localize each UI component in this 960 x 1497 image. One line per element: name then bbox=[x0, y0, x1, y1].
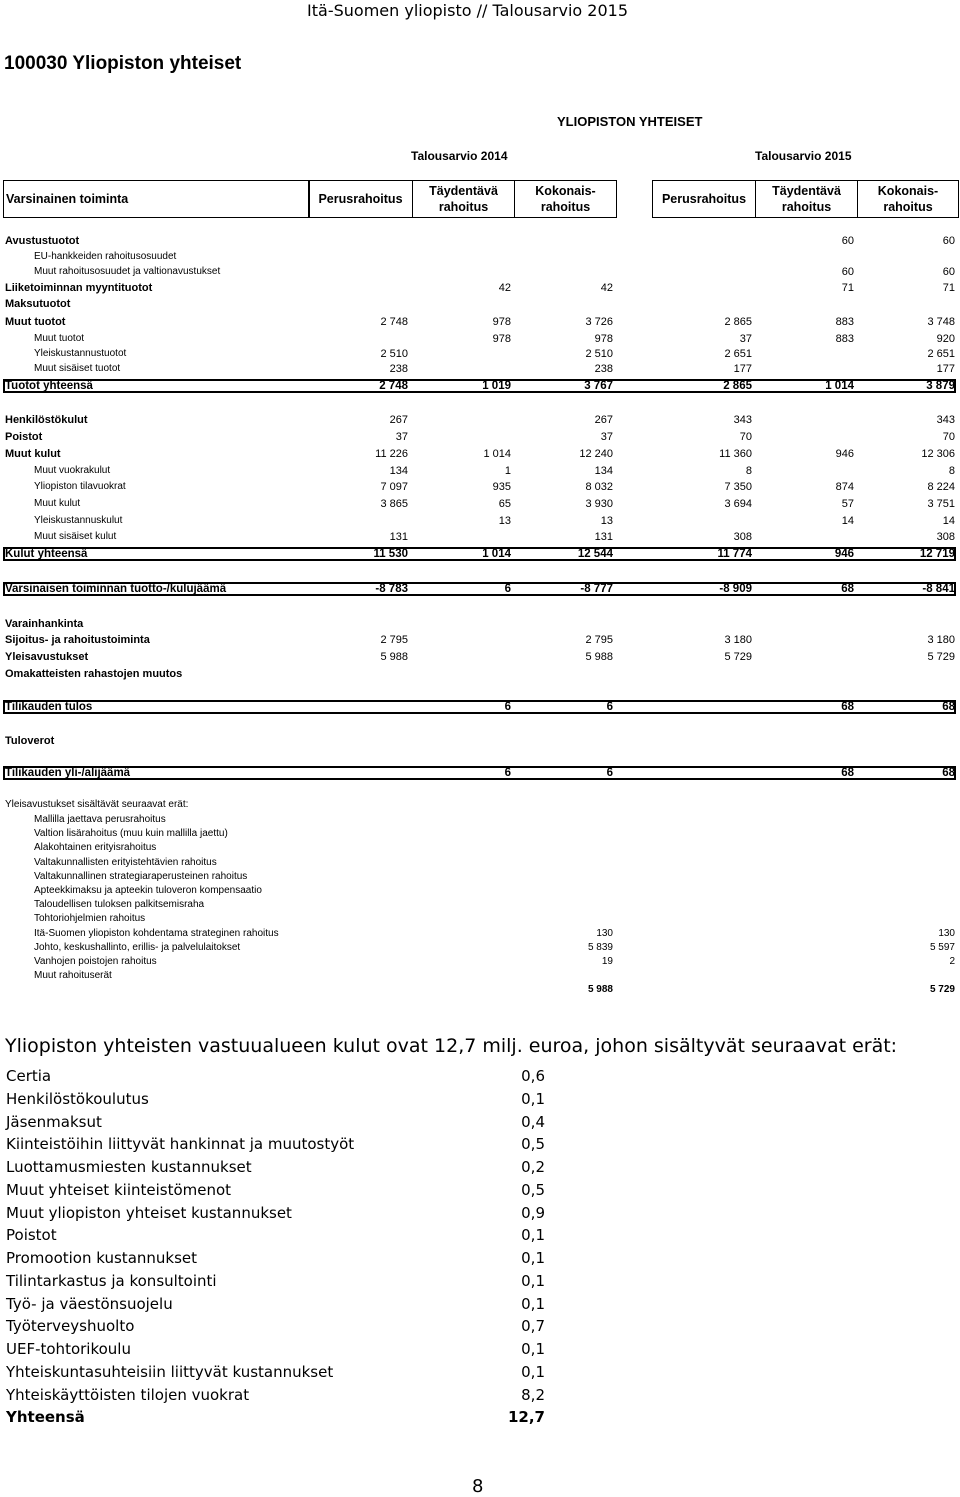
kokonais-2014-line2: rahoitus bbox=[540, 200, 591, 214]
row-value: 2 748 bbox=[380, 316, 408, 328]
row-value: 946 bbox=[834, 548, 854, 560]
row-value: 3 930 bbox=[585, 498, 613, 510]
row-label: EU-hankkeiden rahoitusosuudet bbox=[34, 251, 177, 262]
row-value: 134 bbox=[594, 465, 613, 477]
row-value: 134 bbox=[389, 465, 408, 477]
row-value: 5 988 bbox=[380, 651, 408, 663]
row-value: 1 014 bbox=[483, 448, 511, 460]
row-value: 11 226 bbox=[375, 448, 408, 460]
row-value: 2 510 bbox=[380, 348, 408, 360]
cost-item-value: 0,1 bbox=[521, 1294, 545, 1313]
cost-item-value: 0,1 bbox=[521, 1271, 545, 1290]
running-title: Itä-Suomen yliopisto // Talousarvio 2015 bbox=[307, 1, 628, 20]
row-value: 11 774 bbox=[717, 548, 752, 560]
notes-value-2014: 19 bbox=[601, 956, 613, 967]
row-label: Muut tuotot bbox=[5, 316, 66, 328]
row-value: 60 bbox=[942, 235, 955, 247]
row-value: 3 767 bbox=[584, 380, 613, 392]
bottom-intro: Yliopiston yhteisten vastuualueen kulut ovat 12,7 milj. euroa, johon sisältyvät seuraavat erät: bbox=[5, 1035, 898, 1057]
row-value: 920 bbox=[936, 333, 955, 345]
row-label: Sijoitus- ja rahoitustoiminta bbox=[5, 634, 150, 646]
year-2014-header: Talousarvio 2014 bbox=[411, 149, 508, 163]
row-value: 3 180 bbox=[927, 634, 955, 646]
row-value: -8 841 bbox=[922, 583, 955, 595]
cost-item-label: Certia bbox=[6, 1067, 52, 1085]
row-value: 42 bbox=[498, 282, 511, 294]
row-value: 343 bbox=[733, 414, 752, 426]
row-label: Yleisavustukset bbox=[5, 651, 89, 663]
notes-item: Alakohtainen erityisrahoitus bbox=[34, 842, 157, 854]
row-label: Varainhankinta bbox=[5, 618, 84, 630]
cost-item-value: 8,2 bbox=[521, 1385, 545, 1404]
row-value: 11 530 bbox=[373, 548, 408, 560]
row-label: Tilikauden tulos bbox=[5, 701, 93, 713]
row-label: Muut kulut bbox=[34, 498, 81, 509]
row-value: 68 bbox=[841, 583, 854, 595]
row-value: 3 726 bbox=[585, 316, 613, 328]
row-value: 935 bbox=[492, 481, 511, 493]
row-label: Tuotot yhteensä bbox=[5, 380, 93, 392]
row-label: Yliopiston tilavuokrat bbox=[34, 481, 126, 492]
cost-item-label: Työ- ja väestönsuojelu bbox=[6, 1294, 173, 1313]
cost-item-label: Kiinteistöihin liittyvät hankinnat ja muutostyöt bbox=[6, 1135, 355, 1154]
cost-item-value: 0,1 bbox=[521, 1362, 545, 1381]
cost-item-value: 0,5 bbox=[521, 1135, 545, 1154]
notes-item: Tohtoriohjelmien rahoitus bbox=[34, 913, 146, 925]
row-value: 238 bbox=[389, 363, 408, 375]
notes-value-2015: 130 bbox=[938, 927, 955, 939]
row-value: 13 bbox=[600, 515, 613, 527]
notes-total-2014: 5 988 bbox=[587, 984, 613, 995]
row-value: 8 bbox=[948, 465, 955, 477]
cost-item-value: 0,7 bbox=[521, 1317, 545, 1336]
row-value: 8 032 bbox=[585, 481, 613, 493]
row-value: 177 bbox=[733, 363, 752, 375]
notes-total-2015: 5 729 bbox=[929, 984, 955, 995]
notes-item: Taloudellisen tuloksen palkitsemisraha bbox=[34, 899, 205, 911]
row-value: 2 865 bbox=[724, 316, 752, 328]
row-value: 1 019 bbox=[482, 380, 511, 392]
row-value: 267 bbox=[389, 414, 408, 426]
tuloverot-label: Tuloverot bbox=[5, 735, 55, 747]
perus-2014-header-box bbox=[308, 180, 413, 218]
kokonais-2014-header-box bbox=[514, 180, 617, 218]
row-value: 6 bbox=[504, 767, 511, 779]
row-value: 13 bbox=[498, 515, 511, 527]
notes-item: Valtakunnallisten erityistehtävien rahoitus bbox=[34, 856, 217, 868]
cost-item-label: Tilintarkastus ja konsultointi bbox=[6, 1271, 217, 1290]
row-value: 3 748 bbox=[927, 316, 955, 328]
row-label: Muut sisäiset tuotot bbox=[34, 363, 121, 374]
row-value: 14 bbox=[841, 515, 854, 527]
row-label: Kulut yhteensä bbox=[5, 548, 88, 560]
row-value: 177 bbox=[936, 363, 955, 375]
taydentava-2014-header-box bbox=[412, 180, 515, 218]
notes-value-2015: 5 597 bbox=[929, 941, 955, 953]
cost-item-value: 0,1 bbox=[521, 1340, 545, 1358]
page-number: 8 bbox=[472, 1476, 484, 1497]
row-value: -8 909 bbox=[719, 583, 752, 595]
year-2015-header: Talousarvio 2015 bbox=[755, 149, 852, 163]
perus-2015-header-box bbox=[652, 180, 756, 218]
row-label: Tilikauden yli-/alijäämä bbox=[5, 767, 131, 779]
row-value: -8 783 bbox=[375, 583, 408, 595]
perus-2014-header: Perusrahoitus bbox=[318, 192, 403, 206]
row-value: 308 bbox=[733, 531, 752, 543]
row-value: 70 bbox=[942, 431, 955, 443]
row-value: 978 bbox=[594, 333, 613, 345]
row-value: 3 694 bbox=[724, 498, 752, 510]
cost-item-label: Jäsenmaksut bbox=[6, 1112, 102, 1131]
row-value: 267 bbox=[594, 414, 613, 426]
row-value: 5 729 bbox=[927, 651, 955, 663]
activity-header-box bbox=[3, 180, 310, 218]
row-value: 883 bbox=[835, 316, 854, 328]
running-header bbox=[0, 0, 960, 24]
row-value: 131 bbox=[594, 531, 613, 543]
row-value: 12 240 bbox=[579, 448, 613, 460]
row-label: Liiketoiminnan myyntituotot bbox=[5, 282, 153, 294]
row-value: 68 bbox=[841, 767, 854, 779]
row-value: 60 bbox=[942, 266, 955, 278]
row-value: 71 bbox=[942, 282, 955, 294]
row-value: 5 988 bbox=[585, 651, 613, 663]
kokonais-2015-header-box bbox=[857, 180, 959, 218]
section-title: YLIOPISTON YHTEISET bbox=[557, 114, 703, 129]
row-value: 874 bbox=[835, 481, 854, 493]
notes-value-2014: 130 bbox=[596, 927, 613, 939]
row-value: 68 bbox=[942, 701, 955, 713]
row-label: Omakatteisten rahastojen muutos bbox=[5, 668, 183, 680]
row-value: 3 751 bbox=[927, 498, 955, 510]
notes-title: Yleisavustukset sisältävät seuraavat erät: bbox=[5, 799, 189, 810]
row-value: 1 bbox=[504, 465, 511, 477]
row-value: 6 bbox=[504, 583, 511, 595]
row-value: 37 bbox=[739, 333, 752, 345]
cost-item-label: Työterveyshuolto bbox=[6, 1317, 135, 1336]
row-value: 5 729 bbox=[724, 651, 752, 663]
row-value: 2 748 bbox=[379, 380, 408, 392]
row-value: 60 bbox=[841, 266, 854, 278]
cost-item-label: Yhteiskuntasuhteisiin liittyvät kustannukset bbox=[6, 1362, 334, 1381]
row-value: 2 651 bbox=[724, 348, 752, 360]
cost-item-value: 0,9 bbox=[521, 1203, 545, 1222]
cost-item-label: UEF-tohtorikoulu bbox=[6, 1340, 131, 1358]
row-value: 12 306 bbox=[921, 448, 955, 460]
cost-item-value: 0,1 bbox=[521, 1249, 545, 1267]
row-label: Henkilöstökulut bbox=[5, 414, 88, 426]
row-value: 2 510 bbox=[585, 348, 613, 360]
row-value: 70 bbox=[739, 431, 752, 443]
notes-item: Itä-Suomen yliopiston kohdentama strateginen rahoitus bbox=[34, 927, 279, 939]
notes-value-2014: 5 839 bbox=[587, 941, 613, 953]
row-value: 3 865 bbox=[380, 498, 408, 510]
row-value: 37 bbox=[395, 431, 408, 443]
row-value: 71 bbox=[841, 282, 854, 294]
taydentava-2014-line2: rahoitus bbox=[438, 200, 489, 214]
row-value: 6 bbox=[606, 767, 613, 779]
row-label: Muut tuotot bbox=[34, 333, 85, 344]
row-value: 8 bbox=[745, 465, 752, 477]
row-value: 6 bbox=[606, 701, 613, 713]
cost-item-value: 0,6 bbox=[521, 1067, 545, 1085]
notes-item: Vanhojen poistojen rahoitus bbox=[34, 956, 157, 967]
unit-title: 100030 Yliopiston yhteiset bbox=[4, 53, 242, 74]
row-value: 1 014 bbox=[482, 548, 511, 560]
cost-item-label: Luottamusmiesten kustannukset bbox=[6, 1158, 252, 1176]
cost-item-value: 0,4 bbox=[521, 1112, 545, 1131]
row-label: Varsinaisen toiminnan tuotto-/kulujäämä bbox=[5, 583, 227, 595]
row-label: Yleiskustannuskulut bbox=[34, 515, 123, 526]
cost-item-label: Promootion kustannukset bbox=[6, 1249, 198, 1267]
row-value: 8 224 bbox=[927, 481, 955, 493]
row-value: 6 bbox=[504, 701, 511, 713]
taydentava-2015-line2: rahoitus bbox=[781, 200, 832, 214]
row-value: 57 bbox=[841, 498, 854, 510]
row-label: Muut vuokrakulut bbox=[34, 465, 111, 476]
row-value: 11 360 bbox=[719, 448, 752, 460]
row-value: 3 180 bbox=[724, 634, 752, 646]
row-value: 68 bbox=[841, 701, 854, 713]
row-value: 14 bbox=[942, 515, 955, 527]
row-value: 978 bbox=[492, 316, 511, 328]
row-value: 7 350 bbox=[724, 481, 752, 493]
row-value: 946 bbox=[835, 448, 854, 460]
row-label: Avustustuotot bbox=[5, 235, 80, 247]
row-value: 12 544 bbox=[577, 548, 613, 560]
row-label: Yleiskustannustuotot bbox=[34, 348, 127, 359]
row-value: 343 bbox=[936, 414, 955, 426]
row-value: 7 097 bbox=[380, 481, 408, 493]
cost-item-label: Muut yliopiston yhteiset kustannukset bbox=[6, 1203, 292, 1222]
row-value: 978 bbox=[492, 333, 511, 345]
row-value: 3 879 bbox=[926, 380, 955, 392]
cost-item-value: 0,5 bbox=[521, 1180, 545, 1199]
cost-item-label: Poistot bbox=[6, 1226, 57, 1245]
notes-item: Mallilla jaettava perusrahoitus bbox=[34, 814, 166, 825]
row-value: 60 bbox=[841, 235, 854, 247]
kokonais-2015-line1: Kokonais- bbox=[877, 184, 939, 198]
row-value: 308 bbox=[936, 531, 955, 543]
row-value: 42 bbox=[600, 282, 613, 294]
row-value: 131 bbox=[389, 531, 408, 543]
row-value: 2 795 bbox=[380, 634, 408, 646]
kokonais-2015-line2: rahoitus bbox=[883, 200, 933, 214]
row-value: 2 651 bbox=[927, 348, 955, 360]
row-value: 2 795 bbox=[585, 634, 613, 646]
row-label: Muut kulut bbox=[5, 448, 61, 460]
notes-item: Valtakunnallinen strategiaraperusteinen rahoitus bbox=[34, 870, 248, 882]
row-value: -8 777 bbox=[580, 583, 613, 595]
notes-item: Apteekkimaksu ja apteekin tuloveron kompensaatio bbox=[34, 885, 262, 896]
cost-item-label: Yhteiskäyttöisten tilojen vuokrat bbox=[6, 1385, 250, 1404]
activity-header: Varsinainen toiminta bbox=[6, 192, 129, 206]
cost-total-label: Yhteensä bbox=[6, 1408, 85, 1427]
row-value: 37 bbox=[600, 431, 613, 443]
cost-item-value: 0,1 bbox=[521, 1089, 545, 1108]
kokonais-2014-line1: Kokonais- bbox=[535, 184, 596, 198]
row-value: 68 bbox=[942, 767, 955, 779]
cost-item-value: 0,1 bbox=[521, 1226, 545, 1245]
perus-2015-header: Perusrahoitus bbox=[661, 192, 747, 206]
row-label: Poistot bbox=[5, 431, 43, 443]
notes-item: Johto, keskushallinto, erillis- ja palvelulaitokset bbox=[34, 941, 241, 953]
notes-value-2015: 2 bbox=[949, 956, 955, 967]
row-value: 65 bbox=[498, 498, 511, 510]
row-value: 883 bbox=[835, 333, 854, 345]
row-label: Muut sisäiset kulut bbox=[34, 531, 117, 542]
taydentava-2015-header-box bbox=[755, 180, 858, 218]
taydentava-2014-line1: Täydentävä bbox=[429, 184, 498, 198]
row-value: 238 bbox=[594, 363, 613, 375]
cost-item-label: Henkilöstökoulutus bbox=[6, 1089, 149, 1108]
row-value: 12 719 bbox=[919, 548, 955, 560]
row-value: 2 865 bbox=[723, 380, 752, 392]
row-value: 1 014 bbox=[825, 380, 854, 392]
notes-item: Muut rahoituserät bbox=[34, 970, 112, 982]
row-label: Muut rahoitusosuudet ja valtionavustukset bbox=[34, 266, 221, 277]
notes-item: Valtion lisärahoitus (muu kuin mallilla jaettu) bbox=[34, 828, 228, 840]
cost-item-value: 0,2 bbox=[521, 1158, 545, 1176]
taydentava-2015-line1: Täydentävä bbox=[772, 184, 841, 198]
row-label: Maksutuotot bbox=[5, 298, 71, 310]
cost-total-value: 12,7 bbox=[507, 1408, 545, 1427]
cost-item-label: Muut yhteiset kiinteistömenot bbox=[6, 1180, 232, 1199]
